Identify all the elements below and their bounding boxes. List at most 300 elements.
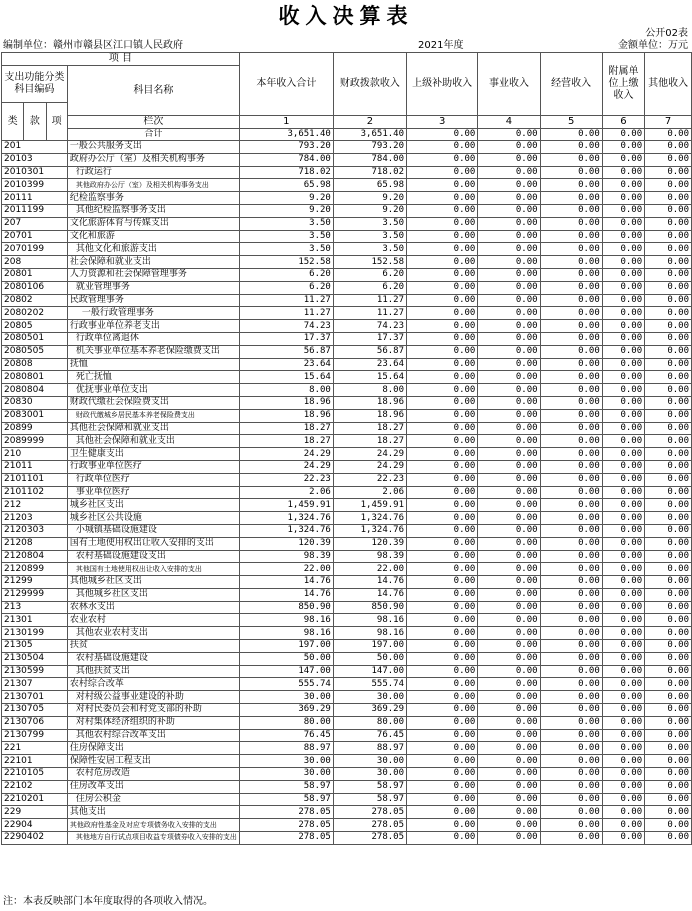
row-code: 201 [2,141,68,154]
row-value: 14.76 [239,576,333,589]
row-value: 0.00 [602,576,644,589]
row-code: 2011199 [2,204,68,217]
row-value: 0.00 [540,268,602,281]
row-value: 98.16 [239,614,333,627]
row-value: 0.00 [407,716,478,729]
row-value: 0.00 [540,537,602,550]
row-value: 0.00 [478,217,540,230]
footnote: 注：本表反映部门本年度取得的各项收入情况。 [3,896,213,907]
table-row [2,537,692,550]
row-value: 0.00 [645,268,692,281]
row-value: 0.00 [602,729,644,742]
row-value: 197.00 [333,640,406,653]
row-value: 278.05 [239,806,333,819]
row-value: 3.50 [333,217,406,230]
table-row [2,217,692,230]
row-subject-name: 其他城乡社区支出 [67,588,239,601]
row-value: 0.00 [407,358,478,371]
row-value: 0.00 [540,396,602,409]
row-value: 0.00 [602,166,644,179]
row-value: 0.00 [478,640,540,653]
row-value: 80.00 [239,716,333,729]
row-subject-name: 机关事业单位基本养老保险缴费支出 [67,345,239,358]
row-value: 0.00 [645,320,692,333]
row-value: 793.20 [333,141,406,154]
table-row [2,704,692,717]
row-value: 24.29 [333,448,406,461]
row-value: 0.00 [478,512,540,525]
row-value: 0.00 [540,704,602,717]
row-value: 0.00 [540,499,602,512]
row-value: 0.00 [478,652,540,665]
total-value: 3,651.40 [333,129,406,141]
row-value: 1,324.76 [239,512,333,525]
row-value: 0.00 [407,550,478,563]
row-value: 0.00 [540,294,602,307]
row-value: 278.05 [333,819,406,832]
row-value: 0.00 [645,537,692,550]
row-value: 0.00 [478,320,540,333]
row-value: 11.27 [239,294,333,307]
table-row [2,524,692,537]
row-value: 0.00 [407,345,478,358]
row-subject-name: 政府办公厅（室）及相关机构事务 [67,153,239,166]
row-value: 0.00 [602,665,644,678]
table-row [2,768,692,781]
row-value: 0.00 [407,332,478,345]
row-value: 0.00 [478,755,540,768]
row-value: 58.97 [239,793,333,806]
row-code: 2130701 [2,691,68,704]
table-row [2,614,692,627]
table-row [2,166,692,179]
row-value: 18.96 [239,409,333,422]
row-value: 0.00 [602,460,644,473]
row-subject-name: 一般公共服务支出 [67,141,239,154]
row-value: 0.00 [478,422,540,435]
income-table [1,52,692,845]
row-value: 0.00 [407,729,478,742]
row-value: 8.00 [333,384,406,397]
row-value: 58.97 [239,780,333,793]
table-row [2,192,692,205]
col-num-2: 2 [333,116,406,129]
table-row [2,294,692,307]
row-subject-name: 就业管理事务 [67,281,239,294]
row-subject-name: 保障性安居工程支出 [67,755,239,768]
row-value: 0.00 [540,435,602,448]
table-row [2,780,692,793]
row-code: 2129999 [2,588,68,601]
row-value: 0.00 [645,294,692,307]
row-value: 0.00 [645,499,692,512]
row-value: 0.00 [478,141,540,154]
row-value: 0.00 [645,332,692,345]
row-value: 0.00 [602,832,644,845]
row-code: 2080106 [2,281,68,294]
table-row [2,627,692,640]
row-value: 0.00 [478,256,540,269]
row-code: 2130799 [2,729,68,742]
row-value: 0.00 [478,550,540,563]
col-num-5: 5 [540,116,602,129]
row-code: 22101 [2,755,68,768]
row-value: 0.00 [645,435,692,448]
row-value: 0.00 [602,243,644,256]
row-value: 0.00 [407,217,478,230]
row-value: 0.00 [645,563,692,576]
row-value: 0.00 [478,614,540,627]
row-value: 24.29 [333,460,406,473]
table-row [2,563,692,576]
row-value: 0.00 [645,780,692,793]
row-value: 369.29 [239,704,333,717]
row-code: 21208 [2,537,68,550]
row-value: 0.00 [478,281,540,294]
table-row [2,576,692,589]
row-value: 2.06 [239,486,333,499]
table-row [2,691,692,704]
table-row [2,230,692,243]
col-num-7: 7 [645,116,692,129]
table-row [2,384,692,397]
row-code: 2080801 [2,371,68,384]
row-value: 0.00 [602,524,644,537]
row-code: 2083001 [2,409,68,422]
row-subject-name: 对村级公益事业建设的补助 [67,691,239,704]
row-value: 6.20 [333,281,406,294]
table-row [2,153,692,166]
row-value: 0.00 [602,588,644,601]
form-number: 公开02表 [645,28,688,39]
header-section: 款 [24,103,46,141]
row-value: 0.00 [478,268,540,281]
row-value: 0.00 [540,780,602,793]
row-value: 0.00 [645,409,692,422]
row-code: 20103 [2,153,68,166]
row-subject-name: 行政事业单位医疗 [67,460,239,473]
row-value: 0.00 [645,179,692,192]
row-value: 0.00 [540,486,602,499]
row-value: 0.00 [478,691,540,704]
row-value: 0.00 [478,460,540,473]
row-value: 0.00 [540,806,602,819]
row-value: 0.00 [478,358,540,371]
row-value: 0.00 [602,256,644,269]
row-code: 2010399 [2,179,68,192]
row-value: 0.00 [407,486,478,499]
table-row [2,256,692,269]
total-value: 0.00 [645,129,692,141]
row-value: 17.37 [239,332,333,345]
row-value: 0.00 [407,627,478,640]
row-value: 0.00 [478,204,540,217]
row-value: 0.00 [602,768,644,781]
row-value: 22.23 [239,473,333,486]
row-value: 88.97 [333,742,406,755]
row-value: 0.00 [602,141,644,154]
row-value: 0.00 [478,832,540,845]
row-value: 76.45 [239,729,333,742]
row-code: 213 [2,601,68,614]
row-value: 0.00 [645,371,692,384]
table-row [2,512,692,525]
row-value: 0.00 [478,448,540,461]
row-value: 0.00 [407,678,478,691]
table-row [2,499,692,512]
row-value: 0.00 [602,550,644,563]
row-value: 9.20 [239,204,333,217]
row-value: 1,459.91 [333,499,406,512]
total-value: 0.00 [407,129,478,141]
header-subject-name: 科目名称 [67,66,239,116]
row-value: 0.00 [478,332,540,345]
table-row [2,729,692,742]
row-value: 0.00 [602,716,644,729]
row-value: 0.00 [540,793,602,806]
row-code: 212 [2,499,68,512]
row-value: 0.00 [540,576,602,589]
row-code: 2080501 [2,332,68,345]
row-code: 2080202 [2,307,68,320]
row-value: 3.50 [333,230,406,243]
row-value: 0.00 [540,691,602,704]
row-value: 0.00 [602,268,644,281]
row-value: 0.00 [540,601,602,614]
table-row [2,486,692,499]
row-value: 30.00 [333,691,406,704]
row-code: 207 [2,217,68,230]
row-value: 58.97 [333,780,406,793]
row-value: 0.00 [540,819,602,832]
row-value: 0.00 [645,281,692,294]
row-value: 718.02 [333,166,406,179]
row-value: 0.00 [407,755,478,768]
row-value: 18.27 [333,435,406,448]
row-value: 23.64 [239,358,333,371]
row-value: 0.00 [540,652,602,665]
row-value: 18.27 [239,435,333,448]
row-value: 0.00 [602,755,644,768]
header-func-code: 支出功能分类科目编码 [2,66,68,103]
row-value: 0.00 [645,307,692,320]
row-value: 0.00 [645,460,692,473]
row-value: 0.00 [407,537,478,550]
row-value: 0.00 [540,524,602,537]
table-row [2,422,692,435]
row-value: 0.00 [540,665,602,678]
row-value: 147.00 [239,665,333,678]
unit-info [3,40,183,52]
row-code: 208 [2,256,68,269]
table-row [2,755,692,768]
row-value: 0.00 [478,601,540,614]
row-value: 369.29 [333,704,406,717]
row-value: 0.00 [478,537,540,550]
header-col-3: 上级补助收入 [407,53,478,116]
row-value: 0.00 [540,742,602,755]
row-value: 0.00 [407,780,478,793]
row-value: 0.00 [407,460,478,473]
row-value: 0.00 [540,371,602,384]
row-value: 0.00 [602,294,644,307]
row-code: 2010301 [2,166,68,179]
row-subject-name: 其他文化和旅游支出 [67,243,239,256]
row-value: 0.00 [407,512,478,525]
row-value: 0.00 [645,550,692,563]
row-value: 197.00 [239,640,333,653]
row-code: 2130599 [2,665,68,678]
table-row [2,665,692,678]
row-value: 0.00 [602,358,644,371]
table-row [2,204,692,217]
row-value: 0.00 [540,422,602,435]
row-code: 21299 [2,576,68,589]
row-value: 784.00 [239,153,333,166]
row-value: 0.00 [645,755,692,768]
row-value: 6.20 [239,281,333,294]
row-value: 0.00 [602,627,644,640]
row-value: 0.00 [602,307,644,320]
total-label: 合计 [67,129,239,141]
row-subject-name: 其他支出 [67,806,239,819]
row-subject-name: 纪检监察事务 [67,192,239,205]
row-value: 0.00 [540,627,602,640]
row-code: 22102 [2,780,68,793]
row-value: 0.00 [645,422,692,435]
row-code: 229 [2,806,68,819]
total-value: 3,651.40 [239,129,333,141]
row-value: 15.64 [239,371,333,384]
row-subject-name: 文化和旅游 [67,230,239,243]
col-num-1: 1 [239,116,333,129]
row-value: 278.05 [239,819,333,832]
row-value: 0.00 [407,524,478,537]
row-value: 0.00 [478,473,540,486]
row-value: 0.00 [407,153,478,166]
row-value: 1,324.76 [333,512,406,525]
table-row [2,819,692,832]
page-title: 收入决算表 [278,3,414,28]
row-value: 718.02 [239,166,333,179]
table-row [2,345,692,358]
row-value: 0.00 [407,704,478,717]
row-subject-name: 死亡抚恤 [67,371,239,384]
row-value: 0.00 [645,153,692,166]
row-value: 0.00 [540,729,602,742]
row-subject-name: 卫生健康支出 [67,448,239,461]
row-value: 0.00 [602,742,644,755]
row-value: 0.00 [407,640,478,653]
row-value: 14.76 [333,576,406,589]
row-code: 20899 [2,422,68,435]
row-value: 0.00 [602,332,644,345]
row-subject-name: 小城镇基础设施建设 [67,524,239,537]
table-row [2,640,692,653]
row-value: 0.00 [602,601,644,614]
unit-label: 编制单位： [3,40,53,51]
row-value: 0.00 [407,563,478,576]
row-value: 0.00 [645,704,692,717]
row-value: 24.29 [239,460,333,473]
row-value: 0.00 [407,576,478,589]
row-value: 0.00 [478,499,540,512]
row-subject-name: 住房保障支出 [67,742,239,755]
row-subject-name: 其他社会保障和就业支出 [67,422,239,435]
row-code: 21011 [2,460,68,473]
row-value: 0.00 [645,256,692,269]
row-value: 0.00 [478,230,540,243]
row-value: 0.00 [407,588,478,601]
row-subject-name: 财政代缴社会保险费支出 [67,396,239,409]
table-row [2,409,692,422]
row-code: 2120804 [2,550,68,563]
row-value: 65.98 [239,179,333,192]
row-subject-name: 扶贫 [67,640,239,653]
row-subject-name: 对村民委员会和村党支部的补助 [67,704,239,717]
row-value: 0.00 [478,486,540,499]
row-value: 0.00 [540,166,602,179]
row-code: 2120303 [2,524,68,537]
row-value: 9.20 [239,192,333,205]
row-value: 120.39 [239,537,333,550]
col-num-3: 3 [407,116,478,129]
row-value: 120.39 [333,537,406,550]
row-value: 0.00 [602,614,644,627]
row-value: 0.00 [540,230,602,243]
row-subject-name: 其他纪检监察事务支出 [67,204,239,217]
row-value: 0.00 [540,716,602,729]
row-value: 278.05 [239,832,333,845]
row-value: 0.00 [407,294,478,307]
row-value: 0.00 [478,678,540,691]
row-subject-name: 一般行政管理事务 [67,307,239,320]
row-subject-name: 民政管理事务 [67,294,239,307]
row-value: 0.00 [602,499,644,512]
table-row [2,179,692,192]
row-value: 0.00 [407,665,478,678]
row-value: 50.00 [239,652,333,665]
row-value: 0.00 [407,166,478,179]
row-value: 0.00 [540,204,602,217]
row-value: 98.16 [333,614,406,627]
row-value: 0.00 [645,627,692,640]
table-row [2,358,692,371]
row-value: 0.00 [407,652,478,665]
row-value: 14.76 [239,588,333,601]
row-value: 0.00 [478,294,540,307]
row-value: 0.00 [407,256,478,269]
row-value: 0.00 [602,345,644,358]
row-value: 0.00 [645,486,692,499]
row-value: 0.00 [645,614,692,627]
row-code: 21301 [2,614,68,627]
row-value: 18.96 [333,396,406,409]
row-value: 22.00 [333,563,406,576]
row-value: 23.64 [333,358,406,371]
year-label: 2021年度 [418,40,464,51]
row-subject-name: 人力资源和社会保障管理事务 [67,268,239,281]
row-value: 0.00 [407,396,478,409]
row-subject-name: 其他扶贫支出 [67,665,239,678]
row-value: 0.00 [602,512,644,525]
row-value: 50.00 [333,652,406,665]
row-value: 0.00 [602,793,644,806]
row-code: 2089999 [2,435,68,448]
table-row [2,320,692,333]
row-value: 0.00 [478,588,540,601]
row-value: 0.00 [602,448,644,461]
